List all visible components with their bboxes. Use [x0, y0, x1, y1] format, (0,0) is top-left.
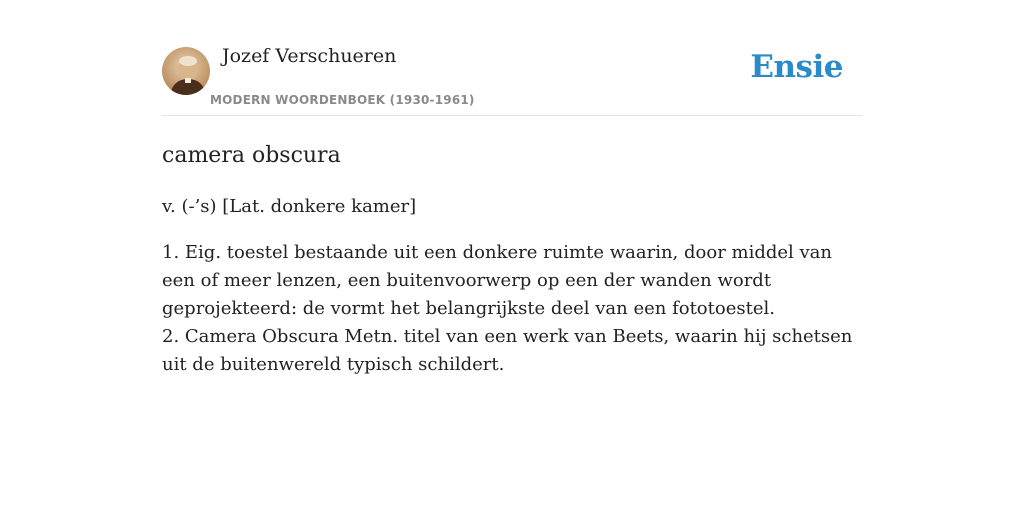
definition-item: 2. Camera Obscura Metn. titel van een werk van Beets, waarin hij schetsen uit de buitenwereld typisch schildert.	[162, 326, 853, 375]
author-avatar[interactable]	[162, 47, 210, 95]
entry-definition	[162, 239, 862, 379]
definition-item: 1. Eig. toestel bestaande uit een donkere ruimte waarin, door middel van een of meer lenzen, een buitenvoorwerp op een der wanden wordt geprojekteerd: de vormt het belangrijkste deel van een fototoestel.	[162, 242, 833, 319]
entry-grammar: v. (-’s) [Lat. donkere kamer]	[162, 196, 417, 217]
entry-header	[162, 40, 862, 116]
ensie-logo[interactable]: Ensie	[750, 49, 843, 85]
entry-card	[162, 40, 862, 379]
source-label[interactable]: MODERN WOORDENBOEK (1930-1961)	[210, 93, 475, 107]
author-name[interactable]: Jozef Verschueren	[222, 45, 397, 67]
entry-term: camera obscura	[162, 143, 341, 168]
